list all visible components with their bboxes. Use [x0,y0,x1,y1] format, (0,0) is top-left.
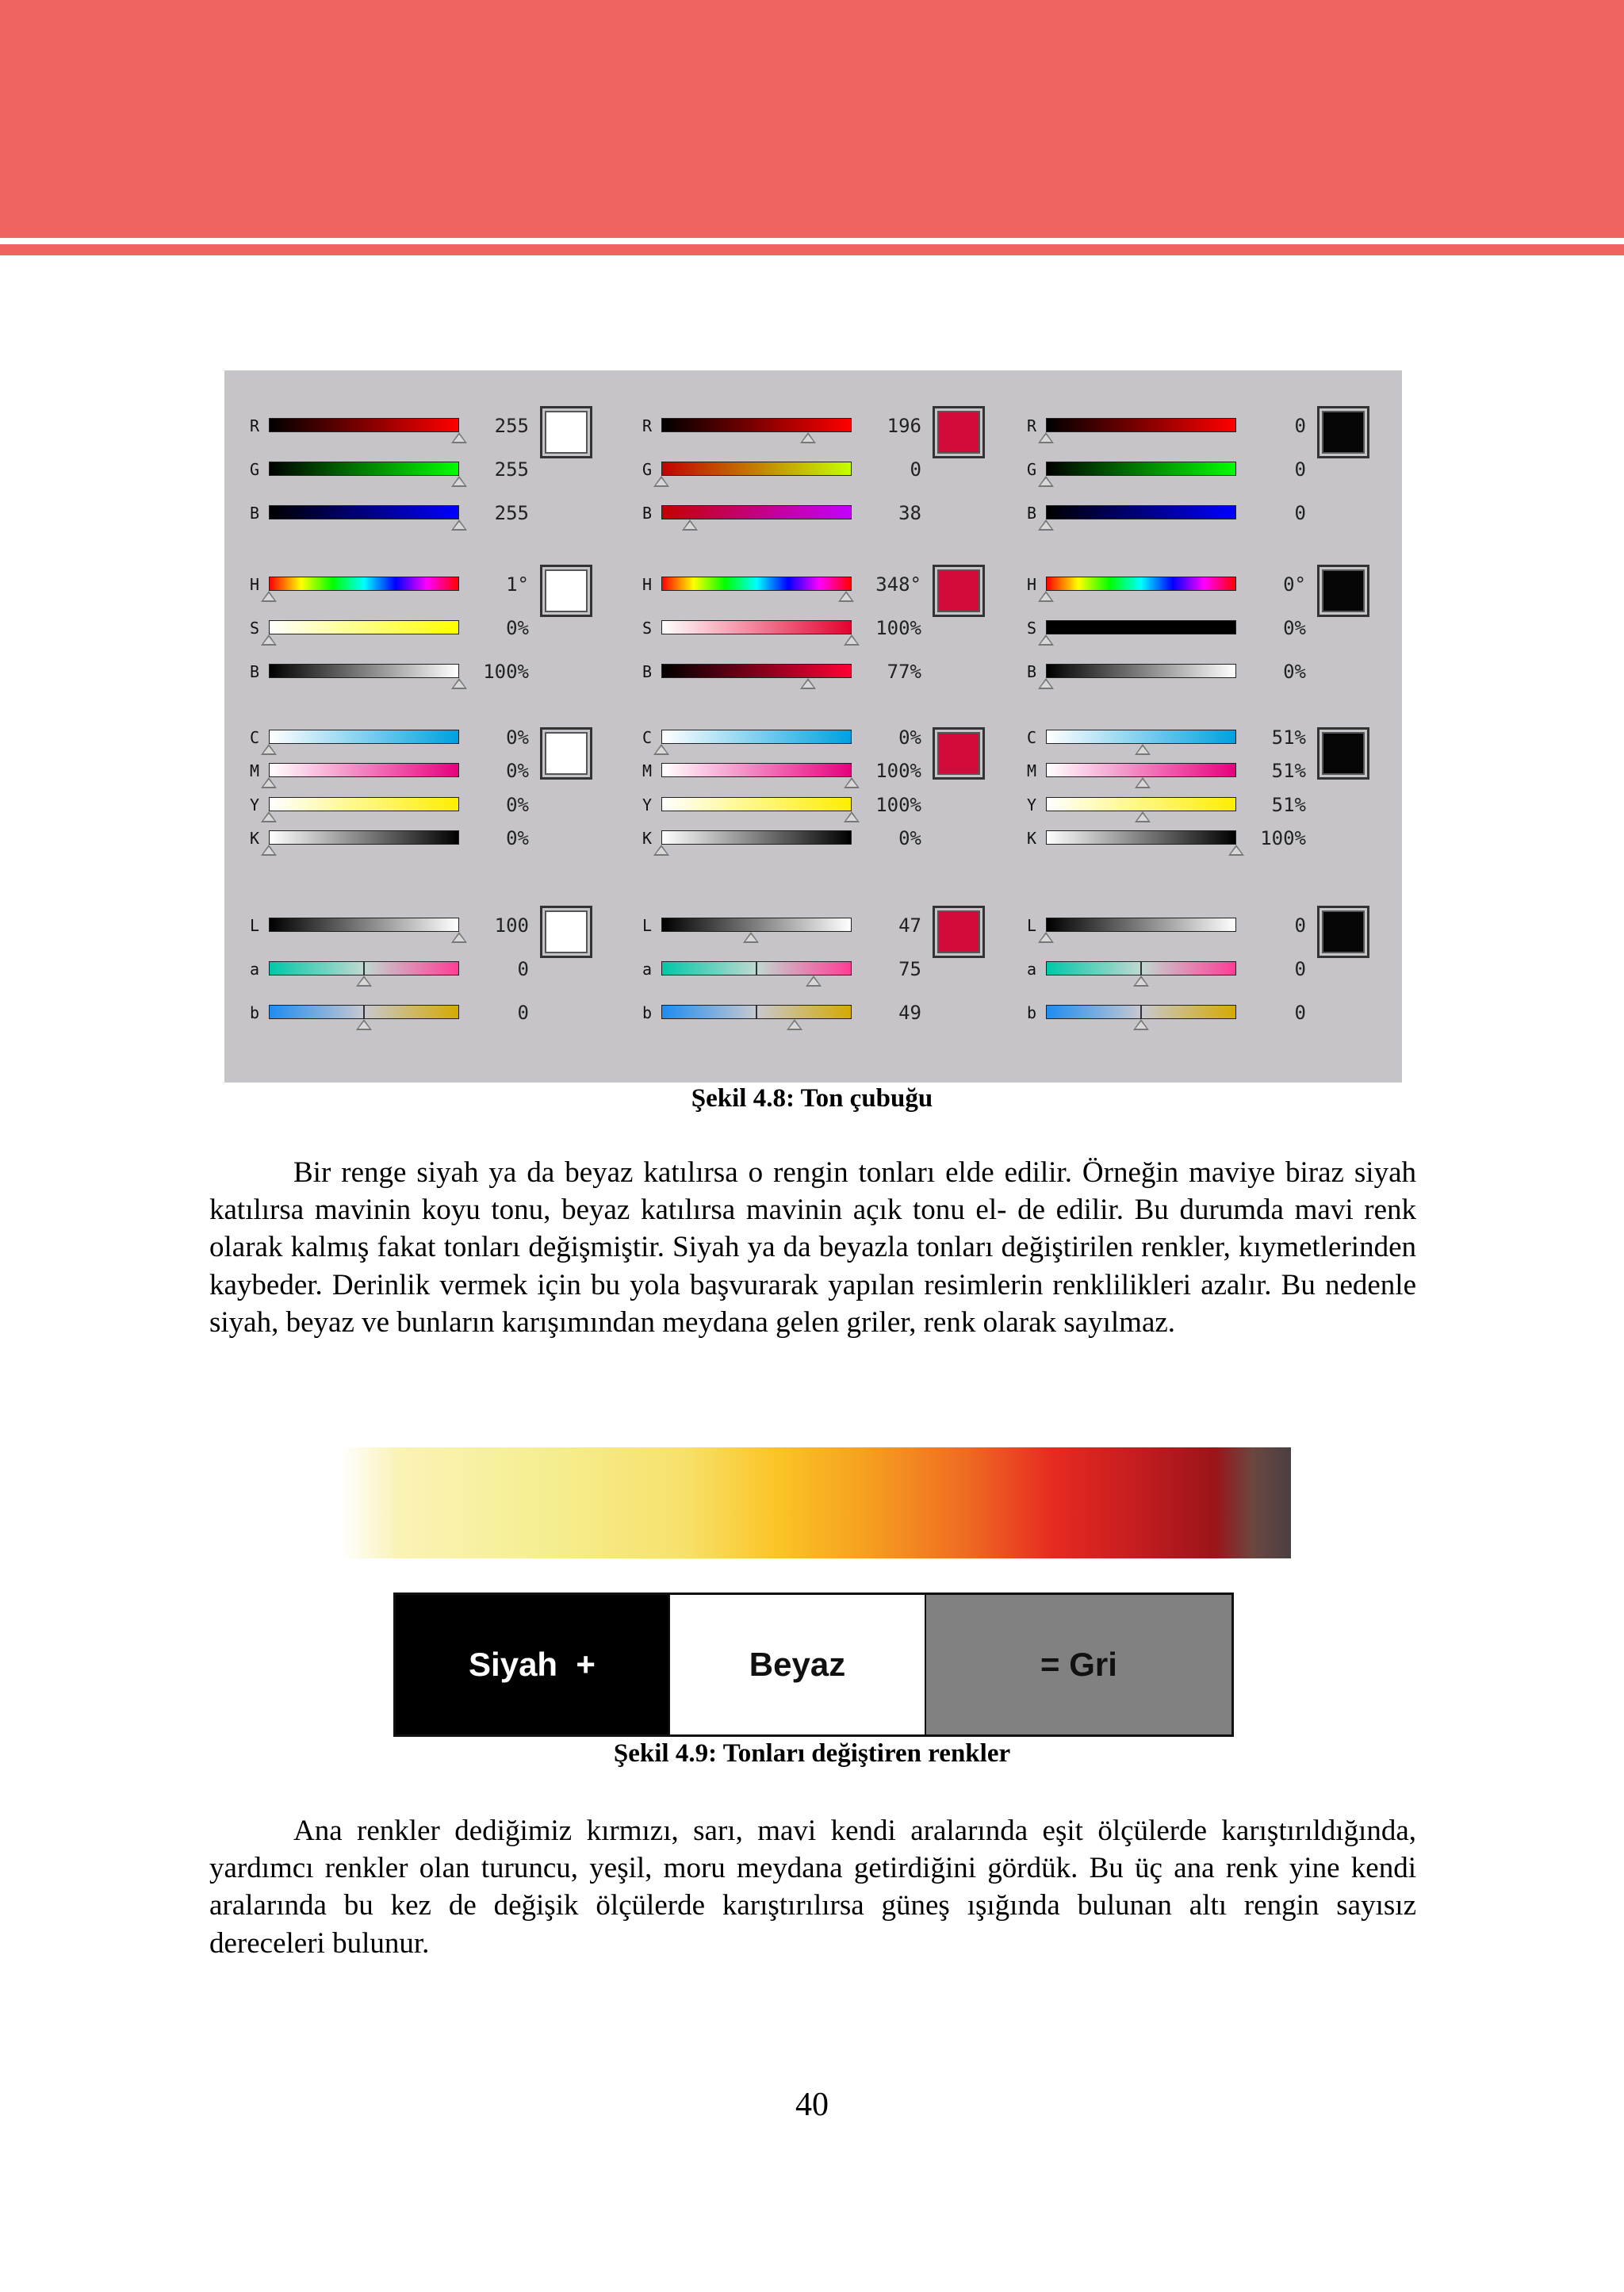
slider-track[interactable] [1046,620,1236,634]
slider-value: 38 [898,502,921,524]
slider-thumb-icon[interactable] [682,519,698,531]
slider-track[interactable] [1046,797,1236,811]
slider-label: b [250,1003,260,1022]
slider-thumb-icon[interactable] [1133,1019,1149,1030]
slider-value: 100% [875,760,921,782]
hsb-color-swatch [933,565,985,617]
slider-label: R [1027,416,1037,435]
slider-label: b [642,1003,653,1022]
slider-label: C [642,728,653,747]
slider-label: C [250,728,260,747]
slider-track[interactable] [1046,664,1236,678]
slider-value: 0 [517,958,529,980]
slider-label: K [642,829,653,848]
slider-track[interactable] [269,1005,459,1019]
slider-thumb-icon[interactable] [787,1019,802,1030]
slider-label: Y [642,795,653,814]
slider-value: 0° [1283,573,1306,596]
slider-track[interactable] [661,620,852,634]
slider-track[interactable] [661,830,852,845]
hsb-slider-b[interactable] [617,657,1009,686]
slider-track[interactable] [661,418,852,432]
hsb-slider-s[interactable] [617,614,1009,642]
slider-value: 196 [887,415,921,437]
slider-track[interactable] [661,797,852,811]
slider-value: 51% [1271,726,1306,749]
lab-slider-a[interactable] [1002,955,1394,983]
slider-value: 100 [494,914,529,937]
slider-thumb-icon[interactable] [1038,591,1054,602]
slider-label: M [250,761,260,780]
slider-label: a [642,960,653,979]
slider-thumb-icon[interactable] [653,845,669,856]
slider-thumb-icon[interactable] [1038,476,1054,487]
slider-track[interactable] [1046,462,1236,476]
slider-label: a [250,960,260,979]
lab-slider-a[interactable] [617,955,1009,983]
slider-value: 0% [898,726,921,749]
color-picker-panel [224,370,1402,1083]
slider-value: 0% [1283,661,1306,683]
slider-track[interactable] [1046,418,1236,432]
slider-value: 0% [506,794,529,816]
slider-thumb-icon[interactable] [653,744,669,755]
paragraph-2: Ana renkler dediğimiz kırmızı, sarı, mavi kendi aralarında eşit ölçülerde karıştırıldığında, yardımcı renkler olan turuncu, yeşil, moru meydana getirdiğini gördük. Bu üç ana renk yine kendi aralarında bu kez de değişik ölçülerde karıştırılırsa güneş ışığında bulunan altı rengin sayısız dereceleri bulunur. [209,1815,1416,1960]
slider-thumb-icon[interactable] [1038,678,1054,689]
slider-track[interactable] [661,577,852,591]
slider-track[interactable] [661,1005,852,1019]
slider-thumb-icon[interactable] [1038,432,1054,443]
slider-track[interactable] [1046,1005,1236,1019]
slider-thumb-icon[interactable] [1038,932,1054,943]
slider-track[interactable] [269,918,459,932]
slider-track[interactable] [269,730,459,744]
slider-track[interactable] [1046,830,1236,845]
slider-label: S [642,619,653,638]
tone-gradient-bar [341,1447,1291,1558]
slider-track[interactable] [269,763,459,777]
hsb-color-swatch [1317,565,1369,617]
slider-label: R [642,416,653,435]
hsb-color-swatch [540,565,592,617]
slider-label: b [1027,1003,1037,1022]
rgb-slider-b[interactable] [224,499,617,527]
cmyk-slider-k[interactable] [617,824,1009,853]
cmyk-slider-y[interactable] [617,791,1009,819]
slider-label: H [1027,575,1037,594]
slider-label: L [250,916,260,935]
slider-value: 0 [517,1002,529,1024]
slider-label: B [642,662,653,681]
slider-thumb-icon[interactable] [356,975,372,987]
slider-label: M [642,761,653,780]
slider-track[interactable] [661,730,852,744]
slider-value: 0 [1294,502,1306,524]
slider-value: 51% [1271,760,1306,782]
cmyk-slider-k[interactable] [224,824,617,853]
slider-thumb-icon[interactable] [261,845,277,856]
white-cell: Beyaz [668,1595,926,1734]
page-number: 40 [795,2087,829,2123]
slider-track[interactable] [1046,730,1236,744]
slider-label: K [250,829,260,848]
slider-thumb-icon[interactable] [261,744,277,755]
slider-value: 0% [898,827,921,849]
slider-thumb-icon[interactable] [653,476,669,487]
picker-column-2 [617,370,1009,1083]
slider-thumb-icon[interactable] [261,811,277,822]
slider-track[interactable] [269,505,459,519]
slider-label: Y [1027,795,1037,814]
lab-slider-b[interactable] [1002,998,1394,1027]
slider-thumb-icon[interactable] [743,932,759,943]
slider-value: 0 [1294,458,1306,481]
slider-value: 0% [506,617,529,639]
slider-track[interactable] [661,961,852,975]
slider-label: C [1027,728,1037,747]
slider-thumb-icon[interactable] [800,678,816,689]
slider-track[interactable] [269,418,459,432]
slider-label: S [250,619,260,638]
slider-label: B [1027,662,1037,681]
slider-label: a [1027,960,1037,979]
hsb-slider-b[interactable] [224,657,617,686]
slider-label: H [642,575,653,594]
slider-thumb-icon[interactable] [800,432,816,443]
slider-label: Y [250,795,260,814]
slider-thumb-icon[interactable] [356,1019,372,1030]
slider-thumb-icon[interactable] [838,591,854,602]
rgb-color-swatch [1317,406,1369,458]
header-rule [0,244,1624,255]
rgb-slider-b[interactable] [617,499,1009,527]
hsb-slider-s[interactable] [1002,614,1394,642]
slider-label: B [250,504,260,523]
hsb-slider-s[interactable] [224,614,617,642]
slider-value: 255 [494,415,529,437]
slider-label: G [642,460,653,479]
slider-value: 0% [506,760,529,782]
slider-track[interactable] [1046,577,1236,591]
rgb-slider-g[interactable] [617,455,1009,484]
slider-value: 348° [875,573,921,596]
slider-track[interactable] [661,918,852,932]
cmyk-color-swatch [540,727,592,780]
slider-thumb-icon[interactable] [806,975,822,987]
slider-track[interactable] [661,505,852,519]
slider-track[interactable] [269,577,459,591]
cmyk-color-swatch [1317,727,1369,780]
slider-label: G [250,460,260,479]
slider-thumb-icon[interactable] [261,591,277,602]
slider-label: K [1027,829,1037,848]
hsb-slider-b[interactable] [1002,657,1394,686]
slider-value: 0% [506,827,529,849]
cmyk-slider-y[interactable] [1002,791,1394,819]
slider-track[interactable] [1046,918,1236,932]
rgb-slider-g[interactable] [224,455,617,484]
slider-label: B [250,662,260,681]
slider-thumb-icon[interactable] [261,634,277,646]
paragraph-1: Bir renge siyah ya da beyaz katılırsa o rengin tonları elde edilir. Örneğin maviye biraz siyah katılırsa mavinin koyu tonu, beyaz katılırsa mavinin açık tonu el- de edilir. Bu durumda mavi renk olarak kalmış fakat tonları değişmiştir. Siyah ya da beyazla tonları değiştirilen renkler, kıymetlerinden kaybeder. Derinlik vermek için bu yola başvurarak yapılan resimlerin renklilikleri azalır. Bu nedenle siyah, beyaz ve bunların karışımından meydana gelen griler, renk olarak sayılmaz. [209,1156,1416,1339]
slider-value: 0% [1283,617,1306,639]
slider-value: 77% [887,661,921,683]
slider-value: 100% [483,661,529,683]
slider-thumb-icon[interactable] [1133,975,1149,987]
slider-value: 0 [1294,1002,1306,1024]
slider-thumb-icon[interactable] [1135,744,1151,755]
slider-thumb-icon[interactable] [1038,634,1054,646]
header-band [0,0,1624,238]
gray-cell: = Gri [926,1595,1231,1734]
slider-value: 51% [1271,794,1306,816]
tone-mix-diagram [393,1593,1234,1737]
slider-value: 255 [494,458,529,481]
slider-value: 0 [1294,958,1306,980]
cmyk-color-swatch [933,727,985,780]
cmyk-slider-k[interactable] [1002,824,1394,853]
slider-track[interactable] [269,462,459,476]
lab-slider-b[interactable] [224,998,617,1027]
slider-thumb-icon[interactable] [1038,519,1054,531]
slider-track[interactable] [1046,505,1236,519]
slider-value: 100% [875,617,921,639]
figure-caption-4-8: Şekil 4.8: Ton çubuğu [691,1084,933,1113]
slider-value: 0 [910,458,921,481]
rgb-slider-g[interactable] [1002,455,1394,484]
slider-thumb-icon[interactable] [261,777,277,788]
lab-color-swatch [933,906,985,958]
lab-color-swatch [1317,906,1369,958]
rgb-color-swatch [540,406,592,458]
slider-thumb-icon[interactable] [1135,811,1151,822]
rgb-color-swatch [933,406,985,458]
slider-track[interactable] [661,664,852,678]
slider-label: B [1027,504,1037,523]
lab-color-swatch [540,906,592,958]
cmyk-slider-y[interactable] [224,791,617,819]
slider-label: R [250,416,260,435]
black-cell: Siyah + [396,1595,668,1734]
slider-value: 100% [875,794,921,816]
slider-track[interactable] [1046,961,1236,975]
slider-label: B [642,504,653,523]
slider-thumb-icon[interactable] [1135,777,1151,788]
lab-slider-a[interactable] [224,955,617,983]
slider-value: 49 [898,1002,921,1024]
picker-column-1 [224,370,617,1083]
slider-label: L [642,916,653,935]
slider-track[interactable] [269,797,459,811]
slider-track[interactable] [269,961,459,975]
slider-label: G [1027,460,1037,479]
slider-value: 0 [1294,415,1306,437]
slider-value: 255 [494,502,529,524]
picker-column-3 [1002,370,1394,1083]
slider-label: M [1027,761,1037,780]
slider-value: 75 [898,958,921,980]
figure-caption-4-9: Şekil 4.9: Tonları değiştiren renkler [613,1739,1011,1768]
rgb-slider-b[interactable] [1002,499,1394,527]
slider-value: 47 [898,914,921,937]
slider-label: S [1027,619,1037,638]
slider-track[interactable] [269,664,459,678]
slider-value: 0% [506,726,529,749]
slider-value: 100% [1260,827,1306,849]
lab-slider-b[interactable] [617,998,1009,1027]
slider-track[interactable] [661,462,852,476]
slider-value: 1° [506,573,529,596]
slider-label: L [1027,916,1037,935]
slider-track[interactable] [269,620,459,634]
slider-track[interactable] [661,763,852,777]
slider-track[interactable] [269,830,459,845]
slider-label: H [250,575,260,594]
slider-value: 0 [1294,914,1306,937]
slider-track[interactable] [1046,763,1236,777]
